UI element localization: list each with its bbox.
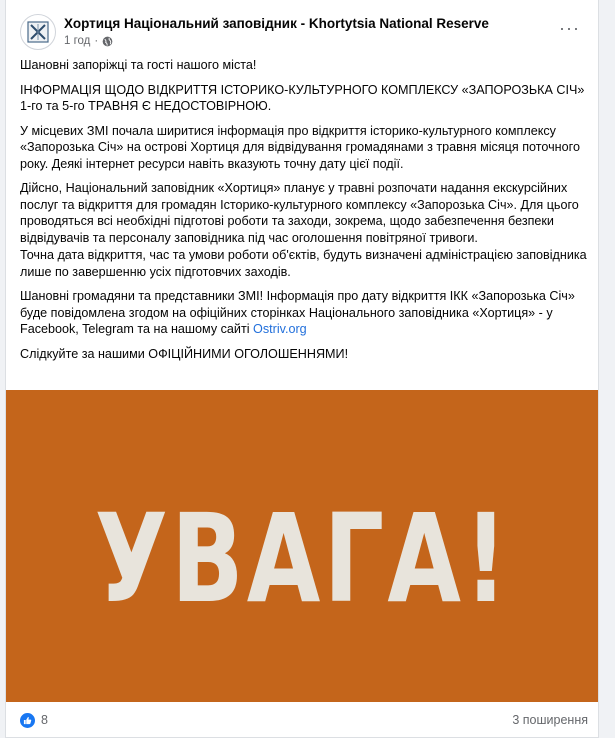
paragraph-media-text: Шановні громадяни та представники ЗМІ! Інформація про дату відкриття ІКК «Запорозька Січ» буде повідомлена згодом на офіційних сторінках Національного заповідника «Хортиця» - у Facebook, Telegram та на нашому сайті (20, 289, 575, 336)
post-footer (20, 702, 588, 738)
like-icon (20, 713, 35, 728)
globe-icon (102, 36, 113, 47)
post-text (20, 57, 588, 370)
post-meta (64, 35, 113, 47)
reserve-logo-icon (27, 21, 49, 43)
paragraph-plans: Дійсно, Національний заповідник «Хортиця» планує у травні розпочати надання екскурсійних послуг та відкриття для громадян Історико-культурного комплексу «Запорозька Січ». Для цього проводяться всі необхідні підготові роботи та заходи, зокрема, щодо забезпечення безпеки відвідувачів та персоналу заповідника під час оголошення повітряної тривоги. (20, 181, 579, 245)
paragraph-greeting: Шановні запоріжці та гості нашого міста! (20, 58, 257, 72)
paragraph-follow: Слідкуйте за нашими ОФІЦІЙНИМИ ОГОЛОШЕННЯМИ! (20, 346, 349, 361)
meta-separator: · (94, 35, 99, 47)
post-card (5, 0, 599, 738)
page-name-link[interactable]: Хортиця Національний заповідник - Khortytsia National Reserve (64, 16, 489, 31)
post-image[interactable] (6, 390, 599, 702)
reactions-summary[interactable] (20, 713, 48, 728)
shares-count[interactable]: 3 поширення (512, 713, 588, 727)
paragraph-rumors: У місцевих ЗМІ почала ширитися інформація про відкриття історико-культурного комплексу «Запорозька Січ» на острові Хортиця для відвідування громадянами з травня місяця поточного року. Деякі інтернет ресурси навіть вказують точну дату цієї події. (20, 123, 580, 171)
post-header (20, 12, 588, 52)
site-link[interactable]: Ostriv.org (253, 322, 307, 336)
post-time[interactable]: 1 год (64, 35, 91, 47)
paragraph-media (20, 288, 588, 338)
paragraph-headline: ІНФОРМАЦІЯ ЩОДО ВІДКРИТТЯ ІСТОРИКО-КУЛЬТУРНОГО КОМПЛЕКСУ «ЗАПОРОЗЬКА СІЧ» 1-го та 5-го ТРАВНЯ Є НЕДОСТОВІРНОЮ. (20, 82, 585, 113)
page-avatar[interactable] (20, 14, 56, 50)
image-heading: УВАГА! (95, 488, 511, 630)
reactions-count: 8 (41, 713, 48, 727)
more-options-button[interactable]: ··· (559, 18, 580, 38)
paragraph-date: Точна дата відкриття, час та умови роботи об'єктів, будуть визначені адміністрацією заповідника лише по завершенню усіх підготовчих заходів. (20, 248, 587, 279)
